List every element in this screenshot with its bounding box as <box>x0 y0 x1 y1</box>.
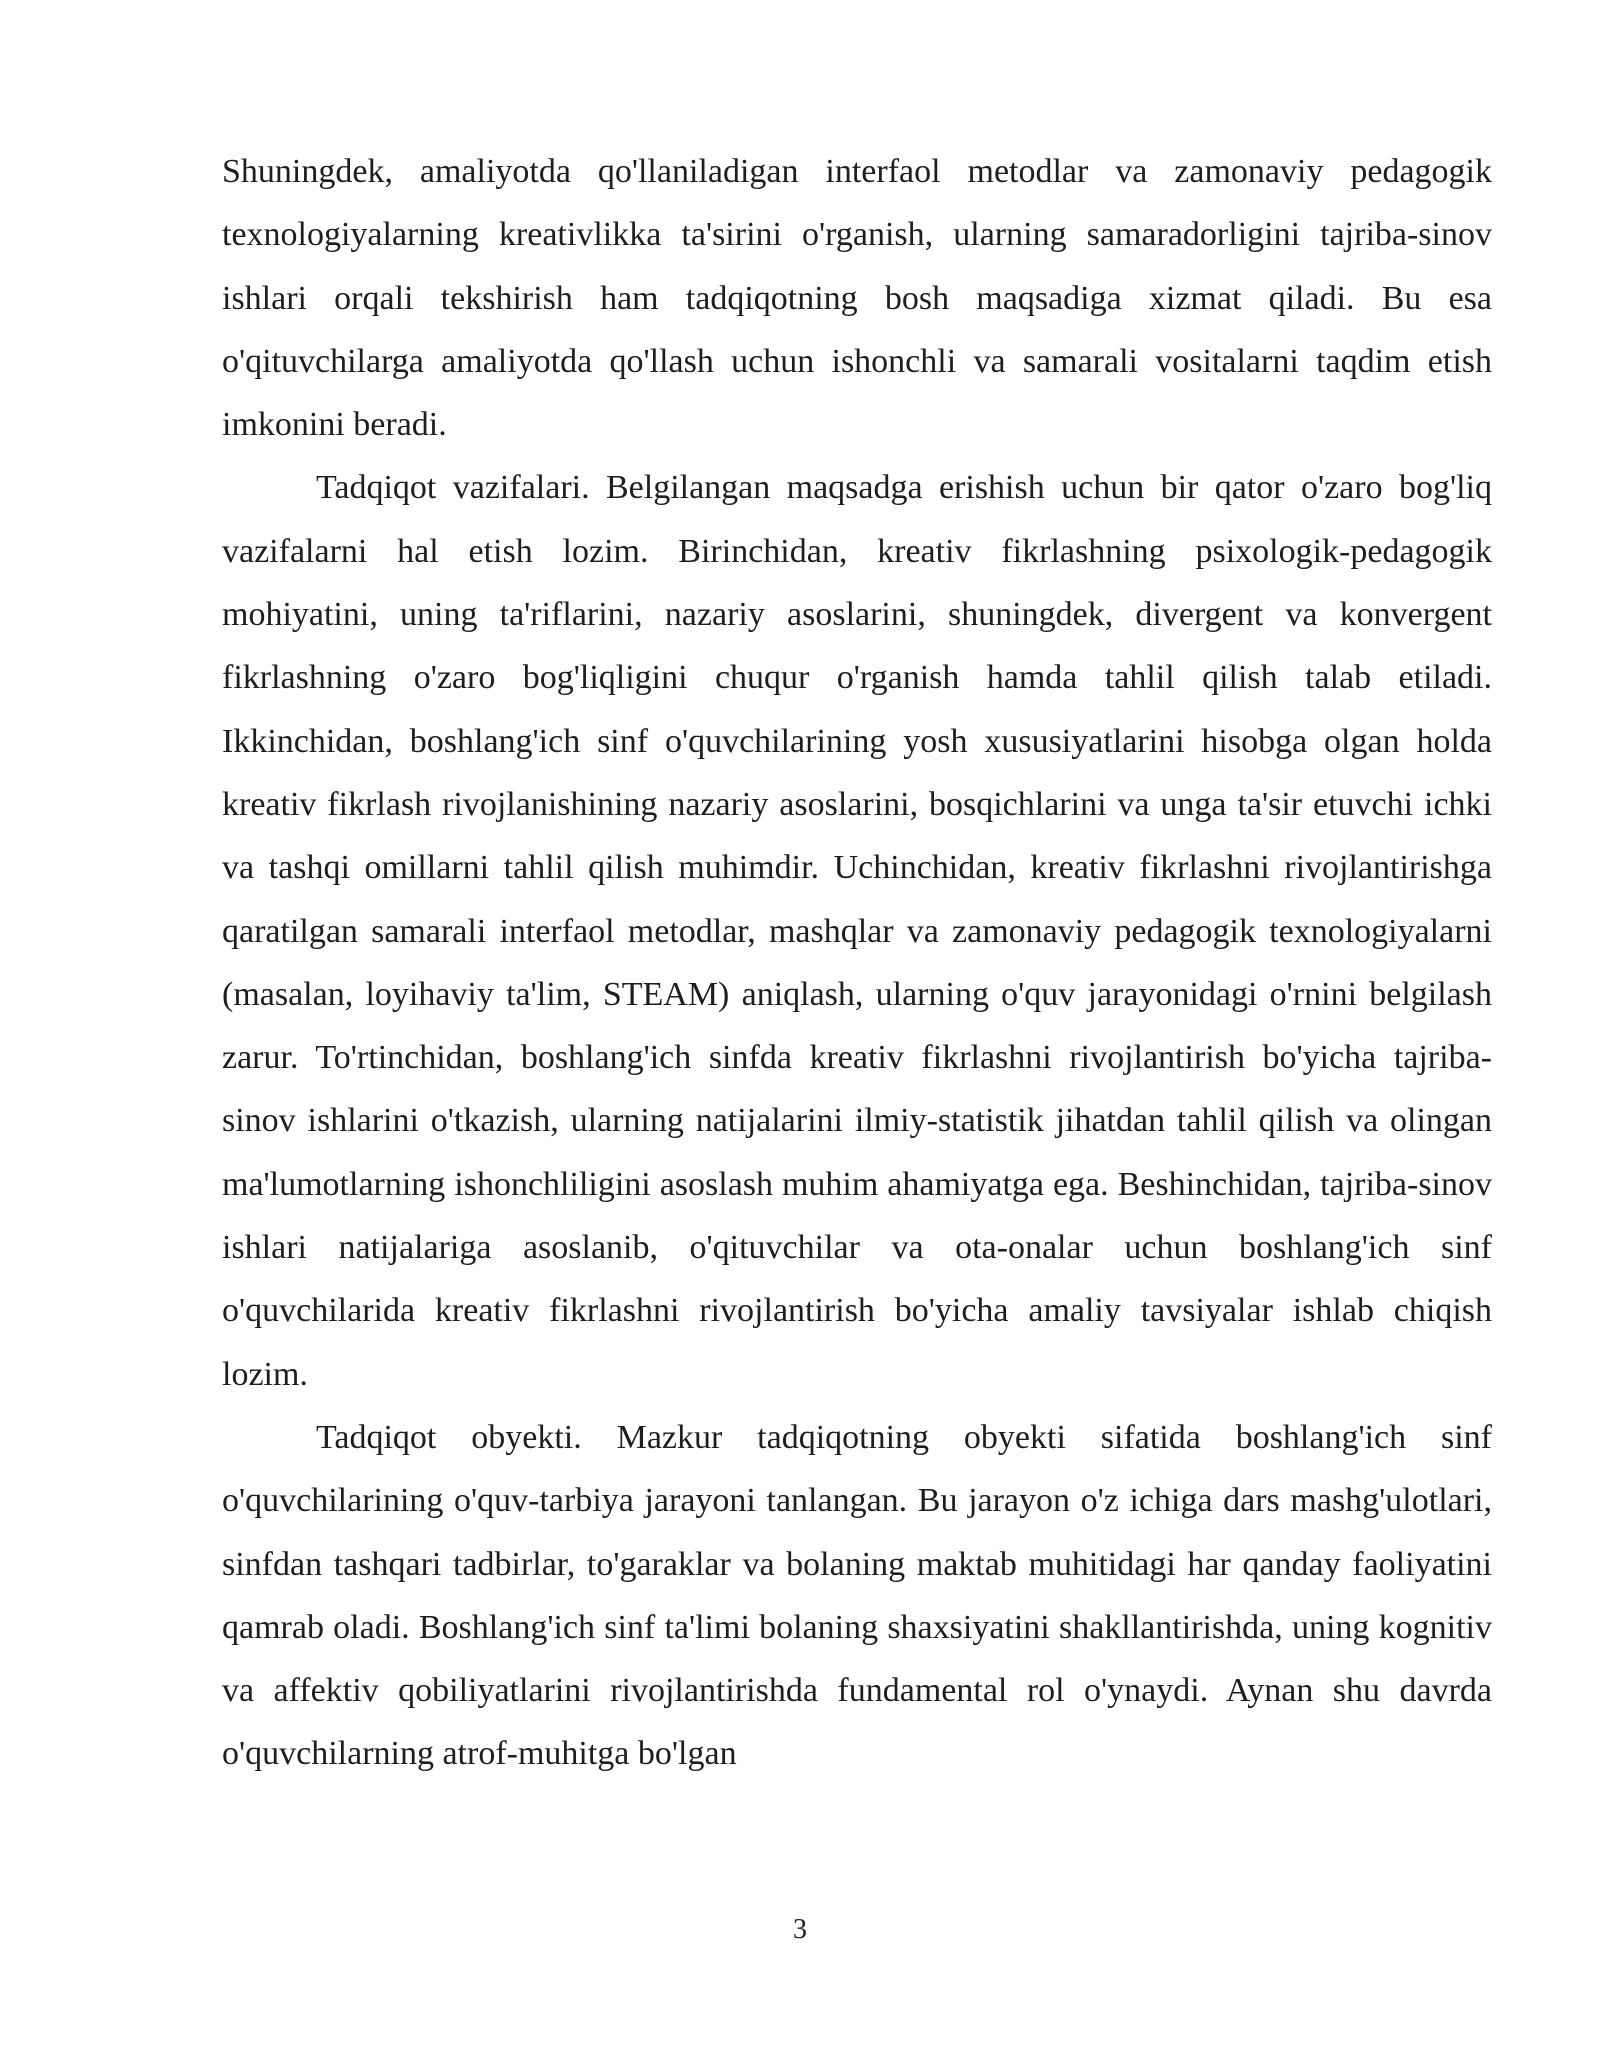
paragraph-research-object: Tadqiqot obyekti. Mazkur tadqiqotning obyekti sifatida boshlang'ich sinf o'quvchilarining o'quv-tarbiya jarayoni tanlangan. Bu jarayon o'z ichiga dars mashg'ulotlari, sinfdan tashqari tadbirlar, to'garaklar va bolaning maktab muhitidagi har qanday faoliyatini qamrab oladi. Boshlang'ich sinf ta'limi bolaning shaxsiyatini shakllantirishda, uning kognitiv va affektiv qobiliyatlarini rivojlantirishda fundamental rol o'ynaydi. Aynan shu davrda o'quvchilarning atrof-muhitga bo'lgan <box>222 1418 1492 1773</box>
page-number: 3 <box>793 1914 807 1945</box>
paragraph-research-tasks: Tadqiqot vazifalari. Belgilangan maqsadga erishish uchun bir qator o'zaro bog'liq vazifalarni hal etish lozim. Birinchidan, kreativ fikrlashning psixologik-pedagogik mohiyatini, uning ta'riflarini, nazariy asoslarini, shuningdek, divergent va konvergent fikrlashning o'zaro bog'liqligini chuqur o'rganish hamda tahlil qilish talab etiladi. Ikkinchidan, boshlang'ich sinf o'quvchilarining yosh xususiyatlarini hisobga olgan holda kreativ fikrlash rivojlanishining nazariy asoslarini, bosqichlarini va unga ta'sir etuvchi ichki va tashqi omillarni tahlil qilish muhimdir. Uchinchidan, kreativ fikrlashni rivojlantirishga qaratilgan samarali interfaol metodlar, mashqlar va zamonaviy pedagogik texnologiyalarni (masalan, loyihaviy ta'lim, STEAM) aniqlash, ularning o'quv jarayonidagi o'rnini belgilash zarur. To'rtinchidan, boshlang'ich sinfda kreativ fikrlashni rivojlantirish bo'yicha tajriba-sinov ishlarini o'tkazish, ularning natijalarini ilmiy-statistik jihatdan tahlil qilish va olingan ma'lumotlarning ishonchliligini asoslash muhim ahamiyatga ega. Beshinchidan, tajriba-sinov ishlari natijalariga asoslanib, o'qituvchilar va ota-onalar uchun boshlang'ich sinf o'quvchilarida kreativ fikrlashni rivojlantirish bo'yicha amaliy tavsiyalar ishlab chiqish lozim. <box>222 469 1492 1393</box>
paragraph-continuation: Shuningdek, amaliyotda qo'llaniladigan interfaol metodlar va zamonaviy pedagogik texnologiyalarning kreativlikka ta'sirini o'rganish, ularning samaradorligini tajriba-sinov ishlari orqali tekshirish ham tadqiqotning bosh maqsadiga xizmat qiladi. Bu esa o'qituvchilarga amaliyotda qo'llash uchun ishonchli va samarali vositalarni taqdim etish imkonini beradi. <box>222 153 1492 444</box>
page-body <box>222 140 1492 1786</box>
